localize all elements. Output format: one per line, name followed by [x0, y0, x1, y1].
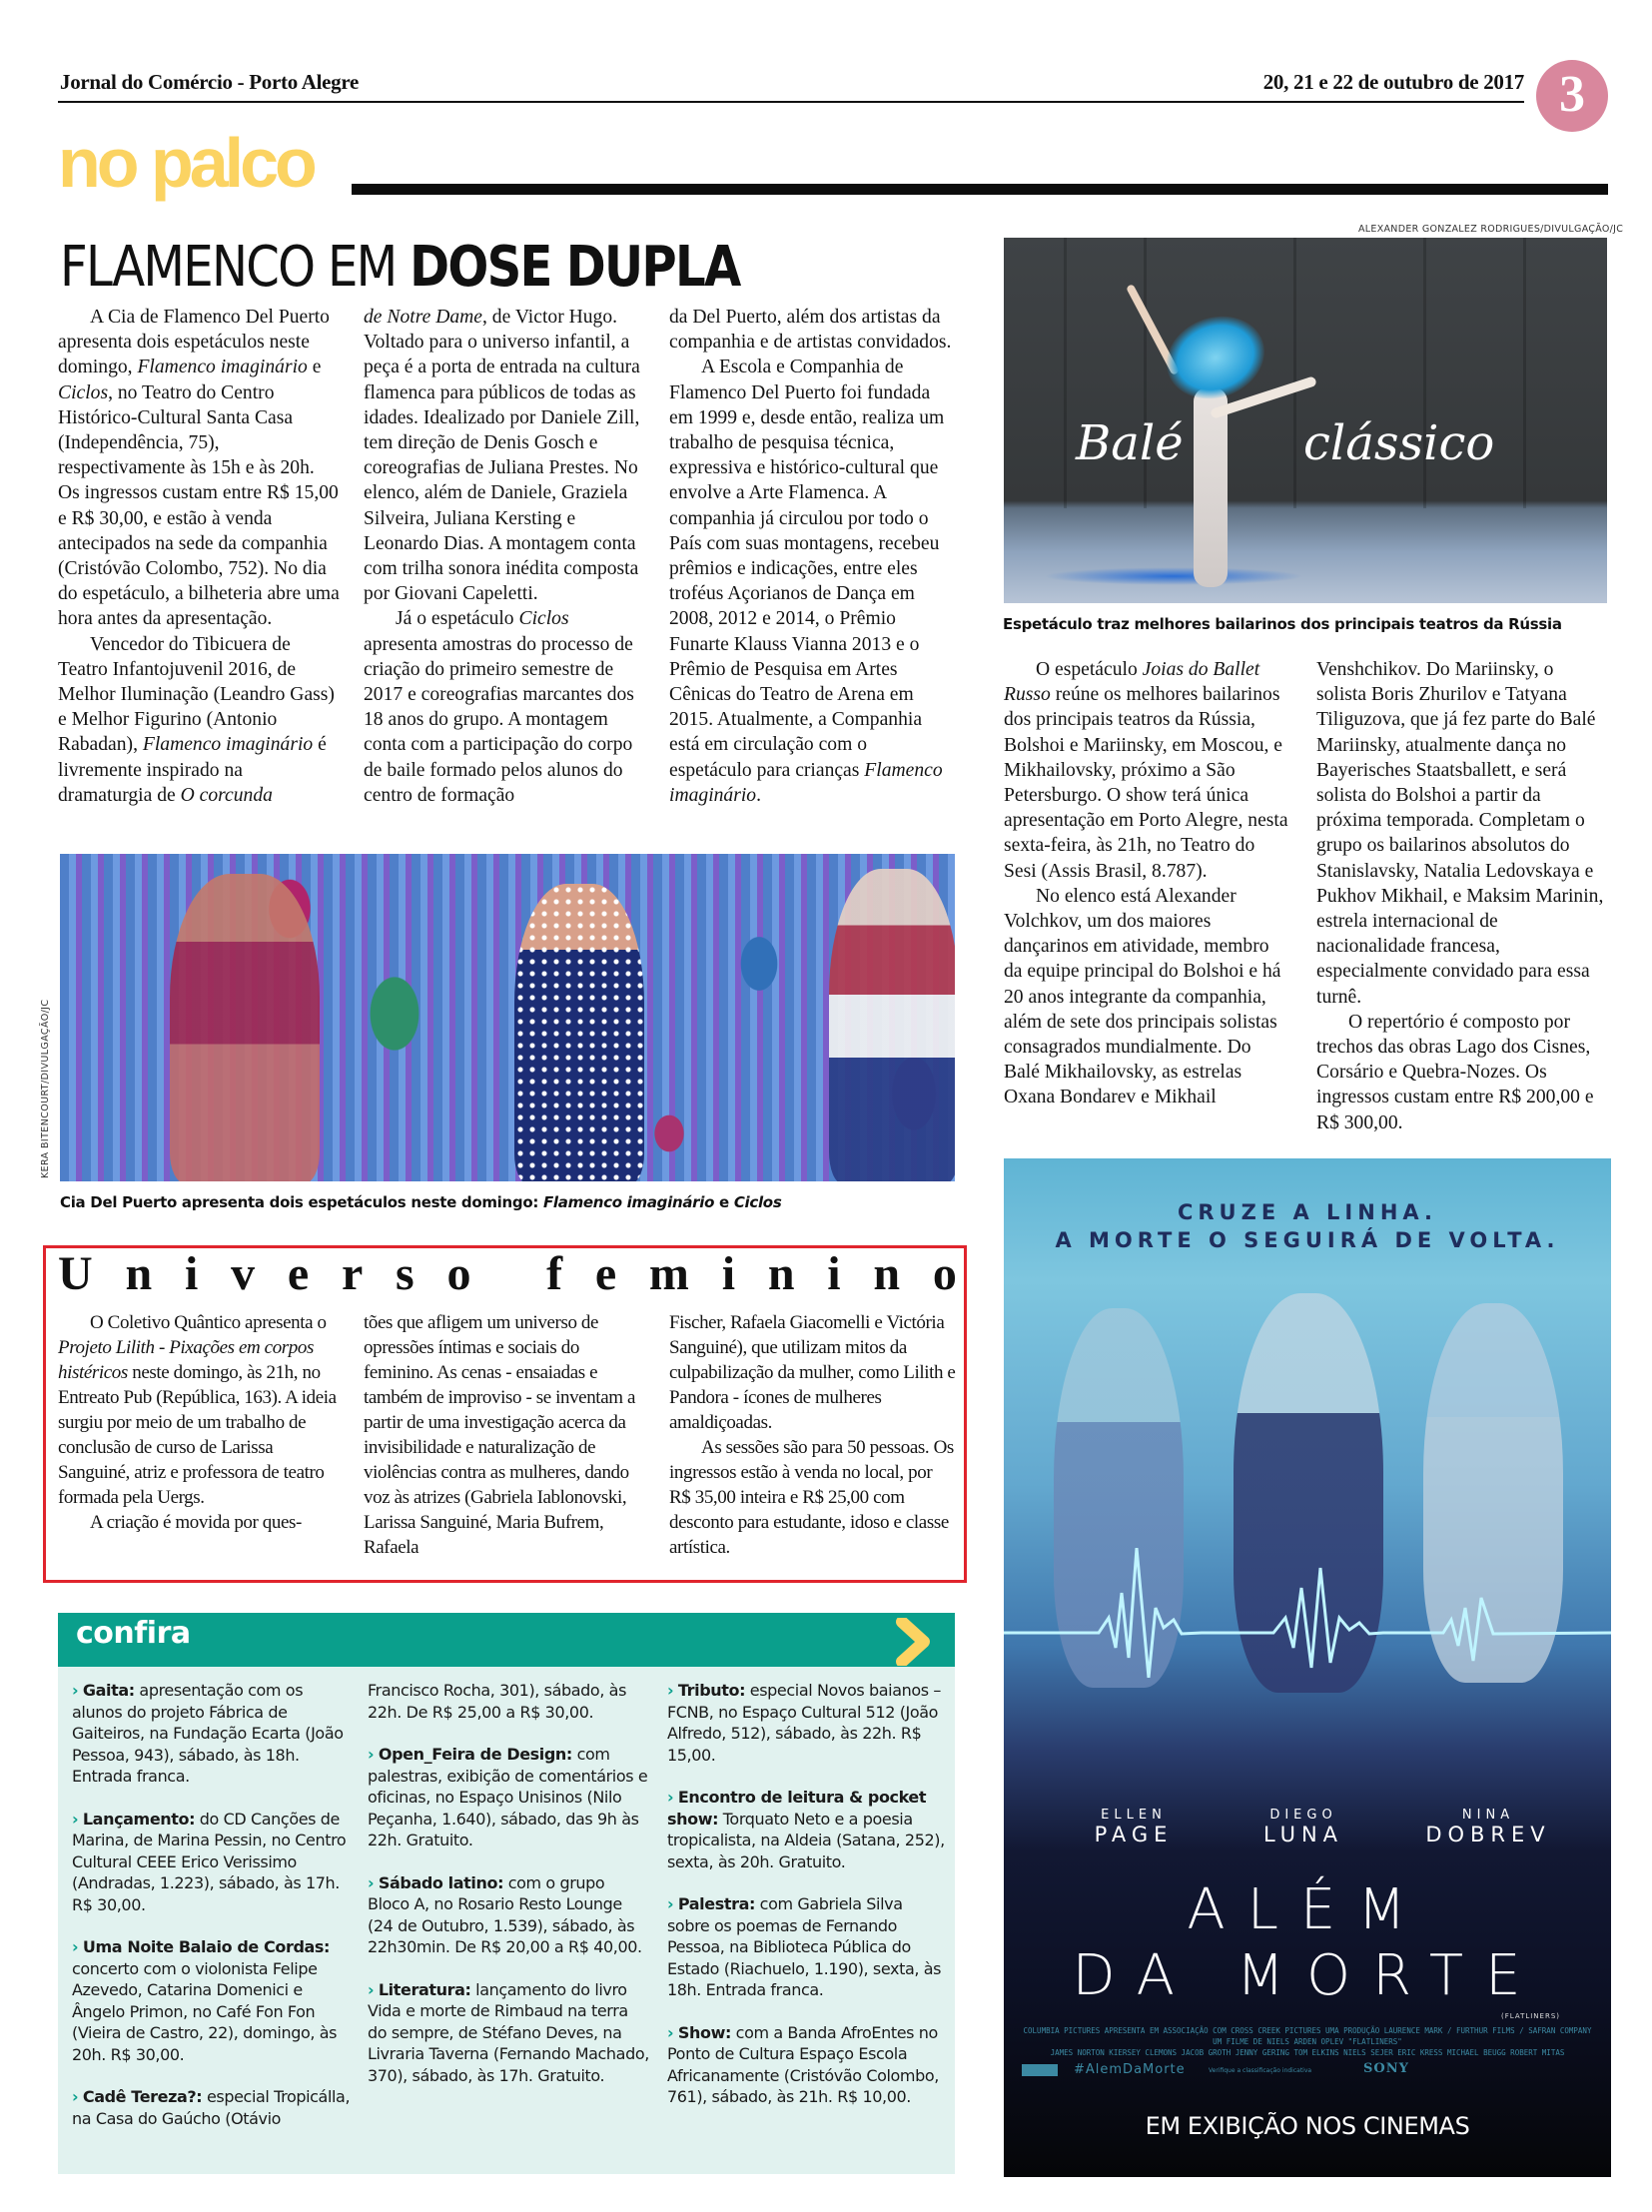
headline-light: FLAMENCO EM	[60, 235, 411, 300]
event-listing	[72, 1680, 354, 1788]
paragraph	[669, 355, 954, 808]
flamenco-column-2	[364, 305, 643, 808]
photo-caption: Espetáculo traz melhores bailarinos dos principais teatros da Rússia	[1003, 615, 1562, 633]
bullet-chevron-icon: ›	[72, 1809, 79, 1829]
headline-letter: e	[594, 1247, 617, 1300]
event-label: Lançamento:	[82, 1809, 196, 1829]
movie-title	[1004, 1877, 1611, 2009]
text: Vencedor do Tibicuera de Teatro Infantojuvenil 2016, de Melhor Iluminação (Leandro Gass) e Melhor Figurino (Antonio Rabadan),	[58, 633, 335, 756]
text: .	[756, 784, 761, 806]
section-title: no palco	[58, 124, 314, 202]
caption-text: Cia Del Puerto apresenta dois espetáculos neste domingo:	[60, 1193, 543, 1211]
headline-letter: n	[125, 1247, 153, 1300]
headline-letter: o	[932, 1247, 957, 1300]
dancer-figure	[829, 869, 955, 1181]
studio-logo	[1022, 2064, 1058, 2076]
universo-column-1	[58, 1310, 343, 1535]
show-title: Joias do Ballet Russo	[1004, 659, 1260, 706]
cast-last-name: DOBREV	[1425, 1823, 1551, 1846]
text: A Escola e Companhia de Flamenco Del Puerto foi fundada em 1999 e, desde então, realiza um trabalho de pesquisa técnica, expressiva e histórico-cultural que envolve a Arte Flamenca. A companhia já circulou por todo o País com suas montagens, recebeu prêmios e indicações, entre eles troféus Açorianos de Dança em 2008, 2012 e 2014, o Prêmio Funarte Klauss Vianna 2013 e o Prêmio de Pesquisa em Artes Cênicas do Teatro de Arena em 2015. Atualmente, a Companhia está em circulação com o espetáculo para crianças	[669, 357, 945, 781]
billing-line	[1022, 2058, 1593, 2059]
text: , de Victor Hugo. Voltado para o universo infantil, a peça é a porta de entrada na cultura flamenca para públicos de todas as idades. Idealizado por Daniele Zill, tem direção de Denis Gosch e coreografias de Juliana Prestes. No elenco, além de Daniele, Graziela Silveira, Juliana Kersting e Leonardo Dias. A montagem conta com trilha sonora inédita composta por Giovani Capeletti.	[364, 307, 640, 605]
billing-line: JAMES NORTON KIERSEY CLEMONS JACOB GROTH JENNY GERING TOM ELKINS NIELS SEJER ERIC KRESS MICHAEL BEUGG ROBERT MITAS	[1050, 2048, 1565, 2057]
event-label: Literatura:	[378, 1979, 471, 1999]
billing-line: COLUMBIA PICTURES APRESENTA EM ASSOCIAÇÃO COM CROSS CREEK PICTURES UMA PRODUÇÃO LAURENCE MARK / FURTHUR FILMS / SAFRAN COMPANY UM FILME DE NIELS ARDEN OPLEV "FLATLINERS"	[1023, 2026, 1592, 2046]
event-text: Francisco Rocha, 301), sábado, às 22h. De R$ 25,00 a R$ 30,00.	[368, 1681, 627, 1722]
bullet-chevron-icon: ›	[368, 1745, 375, 1764]
movie-title-line: DA MORTE	[1072, 1943, 1543, 2008]
text: neste domingo, às 21h, no Entreato Pub (República, 163). A ideia surgiu por meio de um trabalho de conclusão de curso de Larissa Sanguiné, atriz e professora de teatro formada pela Uergs.	[58, 1362, 337, 1508]
curtain-fold	[1064, 238, 1067, 508]
headline-letter: e	[287, 1247, 310, 1300]
paragraph	[364, 606, 643, 808]
headline-letter: i	[184, 1247, 199, 1300]
universo-column-3	[669, 1310, 957, 1560]
tagline-line: CRUZE A LINHA.	[1177, 1200, 1438, 1224]
event-listing	[368, 1872, 649, 1958]
event-text: lançamento do livro Vida e morte de Rimbaud na terra do sempre, de Stéfano Deves, na Livraria Taverna (Fernando Machado, 370), sábado, às 17h. Gratuito.	[368, 1979, 649, 2085]
cast-first-name: ELLEN	[1101, 1808, 1167, 1823]
show-title: Flamenco imaginário	[669, 759, 943, 806]
event-listing	[368, 1979, 649, 2087]
header-divider	[58, 101, 1524, 103]
event-listing	[368, 1744, 649, 1851]
event-text: concerto com o violonista Felipe Azevedo, Catarina Domenici e Ângelo Primon, no Café Fon Fon (Vieira de Castro, 22), domingo, às 20h. R$ 30,00.	[72, 1958, 338, 2064]
cast-credit	[1393, 1808, 1583, 1846]
bullet-chevron-icon: ›	[667, 1681, 674, 1700]
ballet-column-1	[1004, 657, 1288, 1110]
studio-logo-text: SONY	[1363, 2061, 1409, 2076]
headline-letter: s	[396, 1247, 414, 1300]
paragraph: As sessões são para 50 pessoas. Os ingressos estão à venda no local, por R$ 35,00 inteira e R$ 25,00 com desconto para estudante, idoso e classe artística.	[669, 1437, 954, 1558]
movie-title-line: ALÉM	[1187, 1877, 1428, 1942]
headline-letter: n	[873, 1247, 901, 1300]
male-dancer	[1194, 387, 1228, 587]
event-listing	[667, 1680, 949, 1766]
paragraph: Fischer, Rafaela Giacomelli e Victória Sanguiné), que utilizam mitos da culpabilização da mulher, como Lilith e Pandora - ícones de mulheres amaldiçoadas.	[669, 1312, 956, 1433]
show-title: Ciclos	[58, 381, 109, 403]
bullet-chevron-icon: ›	[72, 2087, 79, 2106]
event-label: Tributo:	[677, 1681, 746, 1700]
bullet-chevron-icon: ›	[667, 2022, 674, 2042]
tagline-line: A MORTE O SEGUIRÁ DE VOLTA.	[1055, 1228, 1560, 1252]
photo-title-word: clássico	[1303, 415, 1495, 471]
caption-title: Flamenco imaginário	[542, 1193, 715, 1211]
cast-credit	[1064, 1808, 1204, 1846]
cast-last-name: LUNA	[1262, 1823, 1344, 1846]
event-label: Palestra:	[677, 1894, 755, 1913]
photo-caption	[60, 1193, 781, 1211]
paragraph: A criação é movida por ques-	[90, 1512, 302, 1533]
event-text: com palestras, exibição de comentários e oficinas, no Espaço Unisinos (Nilo Peçanha, 1.640), sábado, das 9h às 22h. Gratuito.	[368, 1745, 648, 1849]
event-text: apresentação com os alunos do projeto Fábrica de Gaiteiros, na Fundação Ecarta (João Pessoa, 943), sábado, às 18h. Entrada franca.	[72, 1681, 344, 1786]
paragraph: da Del Puerto, além dos artistas da companhia e de artistas convidados.	[669, 307, 952, 354]
event-listing	[368, 1680, 649, 1723]
universo-column-2	[364, 1310, 648, 1560]
paragraph	[364, 305, 643, 606]
headline-letter: U	[58, 1247, 93, 1300]
headline-letter: m	[648, 1247, 689, 1300]
ad-hashtag: #AlemDaMorte	[1074, 2062, 1186, 2077]
bullet-chevron-icon: ›	[368, 1979, 375, 1999]
movie-ad	[1004, 1158, 1611, 2177]
headline-letter: r	[341, 1247, 364, 1300]
event-label: Cadê Tereza?:	[82, 2087, 203, 2106]
ballet-column-2	[1316, 657, 1608, 1135]
event-label: Encontro de leitura & pocket show:	[667, 1788, 927, 1829]
ad-footer: EM EXIBIÇÃO NOS CINEMAS	[1145, 2112, 1470, 2140]
confira-column-1	[72, 1680, 354, 2150]
curtain-fold	[1523, 238, 1526, 508]
heartbeat-line-icon	[1004, 1548, 1611, 1678]
show-title: Projeto Lilith - Pixações em corpos histéricos	[58, 1337, 314, 1383]
event-listing	[72, 1936, 354, 2065]
cast-credit	[1234, 1808, 1373, 1846]
text: , no Teatro do Centro Histórico-Cultural Santa Casa (Independência, 75), respectivamente às 15h e às 20h. Os ingressos custam entre R$ 15,00 e R$ 30,00, e estão à venda antecipados na sede da companhia (Cristóvão Colombo, 752). No dia do espetáculo, a bilheteria abre uma hora antes da apresentação.	[58, 381, 340, 630]
paragraph	[58, 1310, 343, 1510]
bullet-chevron-icon: ›	[72, 1681, 79, 1700]
photo-credit: ALEXANDER GONZALEZ RODRIGUES/DIVULGAÇÃO/JC	[1358, 224, 1624, 235]
bullet-chevron-icon: ›	[368, 1872, 375, 1892]
headline-letter: o	[446, 1247, 471, 1300]
original-title: (FLATLINERS)	[1501, 2012, 1561, 2020]
cast-last-name: PAGE	[1094, 1823, 1174, 1846]
event-label: Uma Noite Balaio de Cordas:	[82, 1937, 331, 1956]
page-number-badge: 3	[1536, 60, 1608, 132]
billing-block	[1022, 2025, 1593, 2059]
bullet-chevron-icon: ›	[667, 1894, 674, 1913]
headline-letter: f	[546, 1247, 563, 1300]
event-text: com Gabriela Silva sobre os poemas de Fernando Pessoa, na Biblioteca Pública do Estado (Riachuelo, 1.190), sexta, às 18h. Entrada franca.	[667, 1894, 942, 1999]
paragraph	[1004, 657, 1288, 884]
dancer-figure	[514, 884, 644, 1181]
headline-letter: n	[767, 1247, 795, 1300]
confira-header	[58, 1613, 955, 1667]
cast-first-name: NINA	[1461, 1808, 1515, 1823]
photo-credit: KERA BITENCOURT/DIVULGAÇÃO/JC	[40, 999, 51, 1178]
headline-letter: i	[721, 1247, 736, 1300]
event-listing	[72, 2086, 354, 2129]
paragraph	[58, 632, 340, 808]
event-listing	[667, 1787, 949, 1872]
ballet-photo	[1004, 238, 1607, 603]
event-text: do CD Canções de Marina, de Marina Pessin, no Centro Cultural CEEE Erico Verissimo (Andradas, 1.223), sábado, às 17h. R$ 30,00.	[72, 1809, 347, 1914]
event-text: especial Tropicálla, na Casa do Gaúcho (Otávio	[72, 2087, 351, 2128]
text: apresenta amostras do processo de criação do primeiro semestre de 2017 e coreografias marcantes dos 18 anos do grupo. A montagem conta com a participação do corpo de baile formado pelos alunos do centro de formação	[364, 633, 634, 806]
bullet-chevron-icon: ›	[72, 1937, 79, 1956]
caption-title: Ciclos	[733, 1193, 782, 1211]
event-listing	[72, 1809, 354, 1916]
stage-light	[1044, 567, 1303, 585]
headline-bold: DOSE DUPLA	[410, 235, 740, 300]
paragraph: No elenco está Alexander Volchkov, um dos maiores dançarinos em atividade, membro da equipe principal do Bolshoi e há 20 anos integrante da companhia, além de sete dos principais solistas consagrados mundialmente. Do Balé Mikhailovsky, as estrelas Oxana Bondarev e Mikhail	[1004, 885, 1281, 1108]
text: Já o espetáculo	[396, 608, 519, 630]
headline-letter: i	[827, 1247, 841, 1300]
flamenco-column-3	[669, 305, 954, 808]
cast-first-name: DIEGO	[1269, 1808, 1337, 1823]
headline-letter: v	[231, 1247, 256, 1300]
event-listing	[667, 1893, 949, 2001]
text: e	[307, 357, 322, 378]
chevron-right-icon	[894, 1618, 938, 1666]
bullet-chevron-icon: ›	[667, 1788, 674, 1807]
flamenco-photo	[60, 854, 955, 1181]
event-label: Gaita:	[82, 1681, 135, 1700]
headline-letter	[503, 1250, 513, 1298]
work-title: de Notre Dame	[364, 307, 482, 328]
paragraph: Venshchikov. Do Mariinsky, o solista Boris Zhurilov e Tatyana Tiliguzova, que já fez parte do Balé Mariinsky, atualmente dança no Bayerisches Staatsballett, e será solista do Bolshoi a partir da próxima temporada. Completam o grupo os bailarinos absolutos do Stanislavsky, Natalia Ledovskaya e Pukhov Mikhail, e Maksim Marinin, estrela internacional de nacionalidade francesa, especialmente convidado para essa turnê.	[1316, 659, 1604, 1008]
confira-title: confira	[76, 1616, 191, 1651]
rating-note: Verifique a classificação indicativa	[1209, 2067, 1312, 2074]
text: O espetáculo	[1036, 659, 1143, 680]
event-text: especial Novos baianos – FCNB, no Espaço Cultural 512 (João Alfredo, 512), sábado, às 22h. R$ 15,00.	[667, 1681, 941, 1765]
photo-title-word: Balé	[1076, 415, 1184, 471]
event-label: Open_Feira de Design:	[378, 1745, 572, 1764]
event-text: com a Banda AfroEntes no Ponto de Cultura Espaço Escola Africanamente (Cristóvão Colombo, 761), sábado, às 21h. R$ 10,00.	[667, 2022, 939, 2106]
text: A Cia de Flamenco Del Puerto apresenta dois espetáculos neste domingo,	[58, 307, 330, 378]
text: O Coletivo Quântico apresenta o	[90, 1312, 327, 1333]
section-divider	[352, 184, 1608, 195]
caption-text: e	[714, 1193, 734, 1211]
show-title: Flamenco imaginário	[142, 734, 314, 756]
flamenco-column-1	[58, 305, 340, 808]
paragraph: O repertório é composto por trechos das obras Lago dos Cisnes, Corsário e Quebra-Nozes. Os ingressos custam entre R$ 200,00 e R$ 300,00.	[1316, 1011, 1594, 1133]
event-listing	[667, 2022, 949, 2108]
dancer-figure	[170, 874, 320, 1181]
confira-column-3	[667, 1680, 949, 2129]
work-title: O corcunda	[180, 784, 273, 806]
show-title: Flamenco imaginário	[137, 357, 308, 378]
publication-name: Jornal do Comércio - Porto Alegre	[60, 70, 359, 94]
show-title: Ciclos	[518, 608, 569, 630]
article-headline	[60, 235, 740, 300]
paragraph: tões que afligem um universo de opressões íntimas e sociais do feminino. As cenas - ensaiadas e também de improviso - se inventam a partir de uma investigação acerca da invisibilidade e naturalização de violências contra as mulheres, dando voz às atrizes (Gabriela Iablonovski, Larissa Sanguiné, Maria Bufrem, Rafaela	[364, 1312, 635, 1558]
event-text: Torquato Neto e a poesia tropicalista, na Aldeia (Satana, 252), sexta, às 20h. Gratuito.	[667, 1809, 945, 1871]
confira-column-2	[368, 1680, 649, 2107]
text: é livremente inspirado na dramaturgia de	[58, 734, 327, 806]
text: reúne os melhores bailarinos dos principais teatros da Rússia, Bolshoi e Mariinsky, em Moscou, e Mikhailovsky, próximo a São Petersburgo. O show terá única apresentação em Porto Alegre, nesta sexta-feira, às 21h, no Teatro do Sesi (Assis Brasil, 8.787).	[1004, 684, 1288, 882]
paragraph	[58, 305, 340, 632]
ad-tagline	[1004, 1198, 1611, 1254]
event-label: Show:	[677, 2022, 731, 2042]
issue-date: 20, 21 e 22 de outubro de 2017	[1262, 70, 1524, 94]
event-text: com o grupo Bloco A, no Rosario Resto Lounge (24 de Outubro, 1.539), sábado, às 22h30min. De R$ 20,00 a R$ 40,00.	[368, 1872, 642, 1956]
curtain-fold	[1293, 238, 1296, 508]
box-headline	[58, 1247, 957, 1300]
event-label: Sábado latino:	[378, 1872, 504, 1892]
